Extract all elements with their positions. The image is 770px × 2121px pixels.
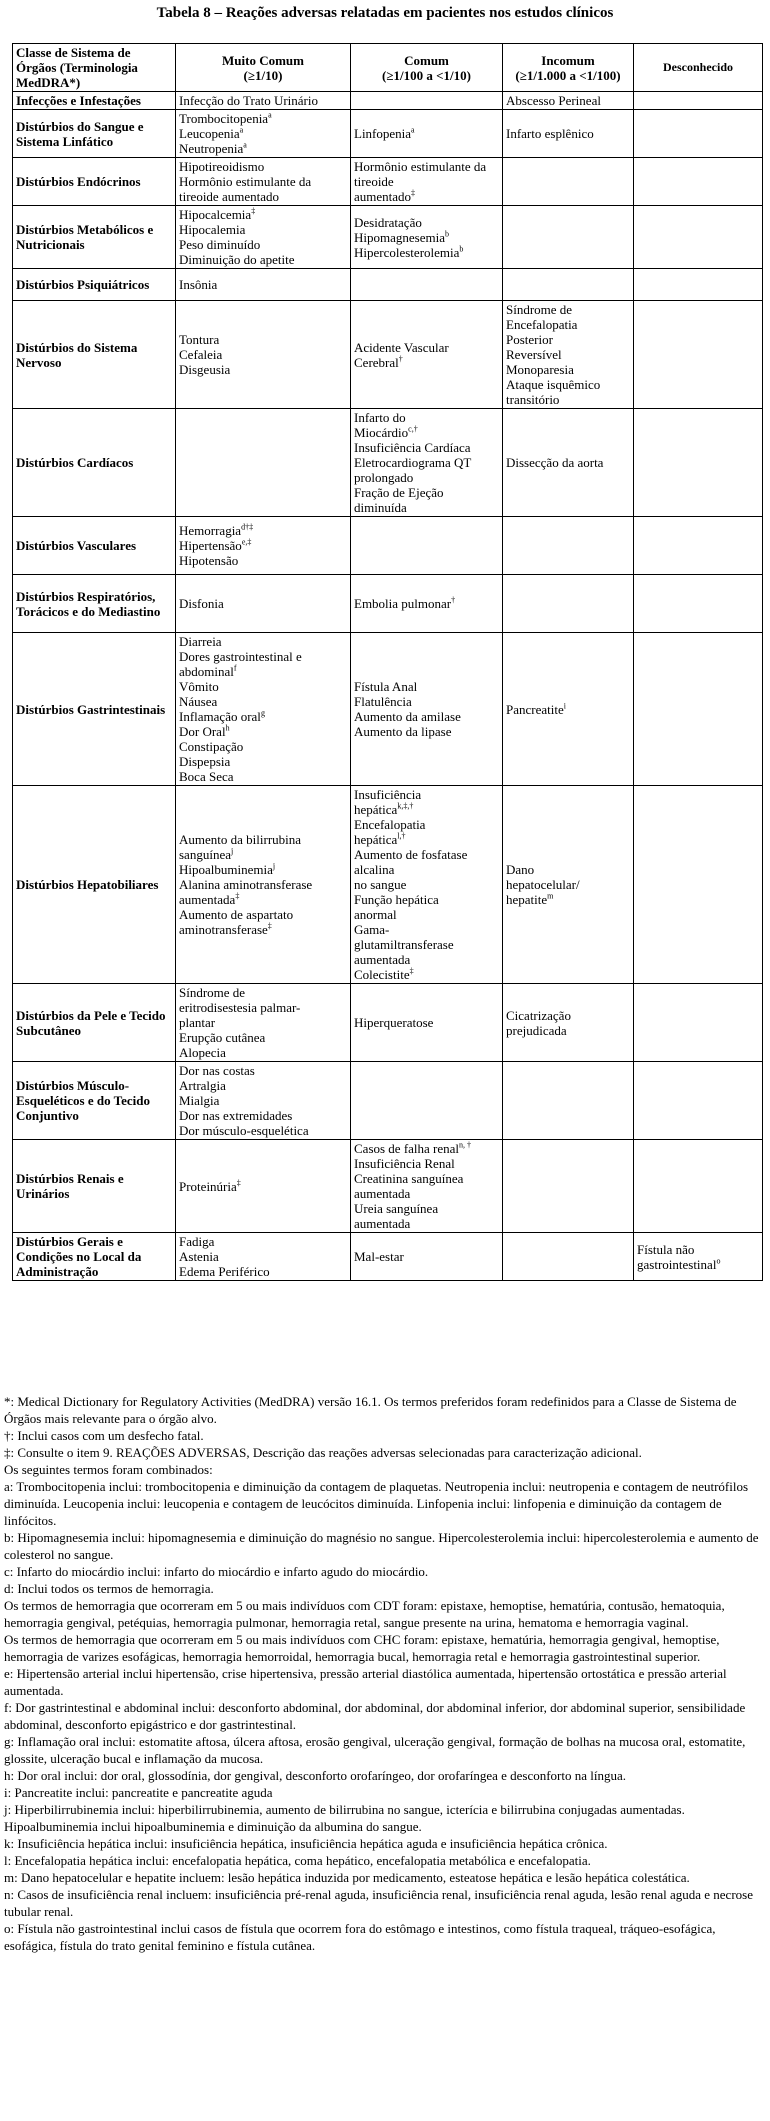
cell-line: transitório <box>506 392 560 407</box>
footnote-marker: m <box>547 891 554 901</box>
adverse-reactions-table <box>12 43 763 1281</box>
unknown-cell <box>634 110 763 158</box>
term-text: hepática <box>354 832 398 847</box>
unknown-cell <box>634 206 763 269</box>
very-common-cell <box>176 409 351 517</box>
table-row <box>13 575 763 633</box>
table-body <box>13 92 763 1281</box>
cell-line: eritrodisestesia palmar- <box>179 1000 301 1015</box>
common-cell <box>351 786 503 984</box>
term-text: Inflamação oral <box>179 709 261 724</box>
cell-line <box>354 230 499 245</box>
cell-line: aumentada <box>354 952 411 967</box>
header-uncommon <box>503 44 634 92</box>
table-title: Tabela 8 – Reações adversas relatadas em pacientes nos estudos clínicos <box>156 5 614 21</box>
cell-line: Insuficiência <box>354 787 422 802</box>
cell-line: Hormônio estimulante da tireoide aumentado <box>179 174 312 204</box>
footnote-marker: i <box>563 701 566 711</box>
table-row <box>13 158 763 206</box>
cell-line: Síndrome de <box>179 985 246 1000</box>
term-text: Colecistite <box>354 967 410 982</box>
cell-line: Tontura <box>179 332 220 347</box>
header-very-common <box>176 44 351 92</box>
cell-line: aumentada <box>354 1216 411 1231</box>
soc-cell: Distúrbios Vasculares <box>13 517 176 575</box>
term-text: Hipoalbuminemia <box>179 862 273 877</box>
unknown-cell <box>634 575 763 633</box>
term-text: gastrointestinal <box>637 1256 717 1272</box>
footnote-marker: k,‡,† <box>397 801 414 811</box>
uncommon-cell <box>503 92 634 110</box>
footnote: b: Hipomagnesemia inclui: hipomagnesemia e diminuição do magnésio no sangue. Hipercolesterolemia inclui: hipercolesterolemia e aumento de colesterol no sangue. <box>4 1530 759 1562</box>
cell-line: Hipotensão <box>179 553 239 568</box>
soc-cell: Distúrbios Psiquiátricos <box>13 269 176 301</box>
footnote: d: Inclui todos os termos de hemorragia. <box>4 1581 214 1596</box>
footnote: i: Pancreatite inclui: pancreatite e pancreatite aguda <box>4 1785 273 1800</box>
common-cell <box>351 517 503 575</box>
cell-line: Alanina aminotransferase <box>179 877 313 892</box>
term-text: Neutropenia <box>179 141 244 156</box>
header-line: (≥1/1.000 a <1/100) <box>515 67 621 83</box>
cell-line: Reversível <box>506 347 562 362</box>
cell-line: Hiperqueratose <box>354 1015 434 1030</box>
cell-line <box>354 596 499 611</box>
cell-line: Hipotireoidismo <box>179 159 265 174</box>
common-cell <box>351 158 503 206</box>
footnote-marker: f <box>233 663 237 673</box>
unknown-cell <box>634 92 763 110</box>
cell-line <box>354 425 499 440</box>
footnote-marker: h <box>225 723 230 733</box>
cell-line: plantar <box>179 1015 216 1030</box>
common-cell <box>351 206 503 269</box>
header-line: Órgãos (Terminologia <box>16 60 138 75</box>
footnote-marker: † <box>451 595 456 605</box>
soc-cell: Distúrbios Respiratórios, Torácicos e do Mediastino <box>13 575 176 633</box>
cell-line: Dissecção da aorta <box>506 455 604 470</box>
very-common-cell <box>176 517 351 575</box>
term-text: Miocárdio <box>354 425 409 440</box>
very-common-cell <box>176 633 351 786</box>
table-header-row <box>13 44 763 92</box>
footnote-marker: b <box>459 244 464 254</box>
cell-line: Edema Periférico <box>179 1264 270 1279</box>
footnote: f: Dor gastrintestinal e abdominal inclui: desconforto abdominal, dor abdominal, dor abdominal inferior, dor abdominal superior, sensibilidade abdominal, desconforto epigástrico e dor gastrintestinal. <box>4 1700 746 1732</box>
footnote-marker: d†‡ <box>241 522 254 532</box>
very-common-cell <box>176 158 351 206</box>
cell-line: Dispepsia <box>179 754 231 769</box>
cell-line: Ataque isquêmico <box>506 377 601 392</box>
footnote-marker: c,† <box>408 424 418 434</box>
footnote: *: Medical Dictionary for Regulatory Activities (MedDRA) versão 16.1. Os termos preferidos foram redefinidos para a Classe de Sistema de Órgãos mais relevante para o órgão alvo. <box>4 1394 737 1426</box>
footnote: n: Casos de insuficiência renal incluem: insuficiência pré-renal aguda, insuficiência renal, insuficiência renal aguda, lesão renal aguda e necrose tubular renal. <box>4 1887 753 1919</box>
cell-line: Alopecia <box>179 1045 226 1060</box>
term-text: hepatite <box>506 892 548 907</box>
header-line: (≥1/10) <box>243 67 283 83</box>
cell-line: glutamiltransferase <box>354 937 454 952</box>
cell-line: Astenia <box>179 1249 219 1264</box>
very-common-cell <box>176 786 351 984</box>
uncommon-cell <box>503 269 634 301</box>
footnote: m: Dano hepatocelular e hepatite incluem: lesão hepática induzida por medicamento, esteatose hepática e lesão hepática colestática. <box>4 1870 690 1885</box>
footnote-marker: j <box>230 846 234 856</box>
cell-line: Disgeusia <box>179 362 231 377</box>
footnote: Os seguintes termos foram combinados: <box>4 1462 213 1477</box>
cell-line: Creatinina sanguínea <box>354 1171 464 1186</box>
term-text: Leucopenia <box>179 126 240 141</box>
cell-line: Fístula Anal <box>354 679 418 694</box>
cell-line: Fração de Ejeção <box>354 485 444 500</box>
cell-line <box>506 702 630 717</box>
uncommon-cell <box>503 1062 634 1140</box>
cell-line: Dor nas extremidades <box>179 1108 293 1123</box>
term-text: Proteinúria <box>179 1178 237 1194</box>
cell-line: Diarreia <box>179 634 222 649</box>
footnote: Os termos de hemorragia que ocorreram em 5 ou mais indivíduos com CDT foram: epistaxe, hemoptise, hematúria, contusão, hematoquia, hemorragia gengival, petéquias, hemorragia pulmonar, hemorragia retal, sangue presente na urina, hematoma e hemorragia vaginal. <box>4 1598 725 1630</box>
cell-line <box>354 967 499 982</box>
soc-cell: Distúrbios Músculo-Esqueléticos e do Tecido Conjuntivo <box>13 1062 176 1140</box>
uncommon-cell <box>503 575 634 633</box>
cell-line <box>506 892 630 907</box>
cell-line: Disfonia <box>179 596 224 611</box>
common-cell <box>351 110 503 158</box>
common-cell <box>351 269 503 301</box>
unknown-cell <box>634 1233 763 1281</box>
cell-line: Posterior <box>506 332 553 347</box>
term-text: aminotransferase <box>179 922 268 937</box>
term-text: Hemorragia <box>179 523 242 538</box>
very-common-cell <box>176 301 351 409</box>
cell-line <box>179 207 347 222</box>
footnote: k: Insuficiência hepática inclui: insuficiência hepática, insuficiência hepática aguda e insuficiência hepática crônica. <box>4 1836 608 1851</box>
uncommon-cell <box>503 633 634 786</box>
cell-line <box>179 1179 347 1194</box>
cell-line <box>179 892 347 907</box>
cell-line: Aumento da lipase <box>354 724 452 739</box>
footnote-marker: g <box>260 708 265 718</box>
cell-line <box>354 189 499 204</box>
footnote: c: Infarto do miocárdio inclui: infarto do miocárdio e infarto agudo do miocárdio. <box>4 1564 429 1579</box>
term-text: Hipocalcemia <box>179 207 252 222</box>
uncommon-cell <box>503 206 634 269</box>
cell-line: Abscesso Perineal <box>506 93 601 108</box>
very-common-cell <box>176 575 351 633</box>
footnote-marker: l,† <box>397 831 406 841</box>
cell-line <box>179 922 347 937</box>
footnote-marker: † <box>398 354 403 364</box>
table-row <box>13 92 763 110</box>
table-row <box>13 269 763 301</box>
cell-line: Encefalopatia <box>506 317 578 332</box>
cell-line <box>179 724 347 739</box>
cell-line: prolongado <box>354 470 414 485</box>
uncommon-cell <box>503 409 634 517</box>
cell-line <box>354 1141 499 1156</box>
cell-line: Constipação <box>179 739 244 754</box>
uncommon-cell <box>503 786 634 984</box>
very-common-cell <box>176 1140 351 1233</box>
soc-cell: Infecções e Infestações <box>13 92 176 110</box>
cell-line <box>179 141 347 156</box>
table-row <box>13 633 763 786</box>
header-line: Incomum <box>541 52 595 68</box>
footnote-marker: ‡ <box>409 966 414 976</box>
cell-line: Dores gastrointestinal e <box>179 649 302 664</box>
footnote-marker: e,‡ <box>241 537 252 547</box>
soc-cell: Distúrbios da Pele e Tecido Subcutâneo <box>13 984 176 1062</box>
cell-line: Desidratação <box>354 214 422 230</box>
footnote: g: Inflamação oral inclui: estomatite aftosa, úlcera aftosa, erosão gengival, ulceração gengival, formação de bolhas na mucosa oral, estomatite, glossite, ulceração bucal e inflamação da mucosa. <box>4 1734 746 1766</box>
term-text: sanguínea <box>179 847 231 862</box>
table-row <box>13 1140 763 1233</box>
common-cell <box>351 92 503 110</box>
very-common-cell <box>176 206 351 269</box>
term-text: Trombocitopenia <box>179 111 269 126</box>
soc-cell: Distúrbios Cardíacos <box>13 409 176 517</box>
cell-line: Diminuição do apetite <box>179 252 295 267</box>
header-line: (≥1/100 a <1/10) <box>382 67 471 83</box>
cell-line: Artralgia <box>179 1078 226 1093</box>
table-row <box>13 984 763 1062</box>
footnote: a: Trombocitopenia inclui: trombocitopenia e diminuição da contagem de plaquetas. Neutropenia inclui: neutropenia e contagem de neutrófilos diminuída. Leucopenia inclui: leucopenia e contagem de leucócitos diminuída. Linfopenia inclui: linfopenia e diminuição da contagem de linfócitos. <box>4 1479 749 1528</box>
unknown-cell <box>634 517 763 575</box>
uncommon-cell <box>503 1233 634 1281</box>
cell-line <box>179 523 347 538</box>
cell-line <box>179 709 347 724</box>
cell-line: Fístula não <box>637 1241 695 1257</box>
common-cell <box>351 575 503 633</box>
very-common-cell <box>176 92 351 110</box>
header-line: Muito Comum <box>222 52 304 68</box>
unknown-cell <box>634 984 763 1062</box>
soc-cell: Distúrbios Hepatobiliares <box>13 786 176 984</box>
common-cell <box>351 984 503 1062</box>
common-cell <box>351 1140 503 1233</box>
header-unknown <box>634 44 763 92</box>
unknown-cell <box>634 786 763 984</box>
footnote: †: Inclui casos com um desfecho fatal. <box>4 1428 204 1443</box>
footnotes <box>4 1393 764 1954</box>
very-common-cell <box>176 269 351 301</box>
cell-line: Insuficiência Cardíaca <box>354 440 471 455</box>
soc-cell: Distúrbios Gerais e Condições no Local da Administração <box>13 1233 176 1281</box>
soc-cell: Distúrbios do Sangue e Sistema Linfático <box>13 110 176 158</box>
uncommon-cell <box>503 517 634 575</box>
cell-line <box>179 126 347 141</box>
header-soc <box>13 44 176 92</box>
cell-line: Aumento de fosfatase alcalina <box>354 847 468 877</box>
cell-line: Mialgia <box>179 1093 220 1108</box>
very-common-cell <box>176 984 351 1062</box>
table-row <box>13 1062 763 1140</box>
cell-line: Boca Seca <box>179 769 234 784</box>
common-cell <box>351 1233 503 1281</box>
cell-line: Aumento da amilase <box>354 709 461 724</box>
cell-line: Aumento da bilirrubina <box>179 832 302 847</box>
term-text: aumentado <box>354 189 412 204</box>
cell-line <box>354 126 499 141</box>
very-common-cell <box>176 1062 351 1140</box>
table-row <box>13 206 763 269</box>
term-text: abdominal <box>179 664 234 679</box>
uncommon-cell <box>503 158 634 206</box>
cell-line: Encefalopatia <box>354 817 426 832</box>
footnote: l: Encefalopatia hepática inclui: encefalopatia hepática, coma hepático, encefalopatia metabólica e encefalopatia. <box>4 1853 591 1868</box>
cell-line <box>179 847 347 862</box>
common-cell <box>351 1062 503 1140</box>
cell-line: Gama- <box>354 922 390 937</box>
term-text: Hipertensão <box>179 538 242 553</box>
cell-line: Eletrocardiograma QT <box>354 455 472 470</box>
term-text: hepática <box>354 802 398 817</box>
soc-cell: Distúrbios Endócrinos <box>13 158 176 206</box>
cell-line <box>179 862 347 877</box>
cell-line: prejudicada <box>506 1022 567 1038</box>
header-line: Classe de Sistema de <box>16 45 131 60</box>
header-line: MedDRA*) <box>16 75 81 90</box>
soc-cell: Distúrbios do Sistema Nervoso <box>13 301 176 409</box>
uncommon-cell <box>503 984 634 1062</box>
footnote-marker: a <box>411 125 415 135</box>
uncommon-cell <box>503 301 634 409</box>
cell-line: Fadiga <box>179 1234 215 1249</box>
cell-line <box>354 245 499 260</box>
header-common <box>351 44 503 92</box>
common-cell <box>351 633 503 786</box>
footnote: o: Fístula não gastrointestinal inclui casos de fístula que ocorrem fora do estômago e intestinos, como fístula traqueal, tráqueo-esofágica, esofágica, fístula do trato genital feminino e fístula cutânea. <box>4 1921 716 1953</box>
cell-line: Infarto esplênico <box>506 126 594 141</box>
term-text: Hipomagnesemia <box>354 229 445 245</box>
term-text: Linfopenia <box>354 126 412 141</box>
cell-line: Função hepática <box>354 892 439 907</box>
cell-line: Insônia <box>179 277 218 292</box>
table-row <box>13 1233 763 1281</box>
common-cell <box>351 409 503 517</box>
cell-line: Acidente Vascular <box>354 339 449 355</box>
term-text: Dor Oral <box>179 724 226 739</box>
unknown-cell <box>634 633 763 786</box>
uncommon-cell <box>503 1140 634 1233</box>
table-row <box>13 301 763 409</box>
footnote: e: Hipertensão arterial inclui hipertensão, crise hipertensiva, pressão arterial diastólica aumentada, hipertensão ortostática e pressão arterial aumentada. <box>4 1666 727 1698</box>
cell-line: Dano <box>506 862 535 877</box>
cell-line <box>354 832 499 847</box>
term-text: Embolia pulmonar <box>354 596 452 611</box>
cell-line: anormal <box>354 907 397 922</box>
soc-cell: Distúrbios Gastrintestinais <box>13 633 176 786</box>
cell-line <box>637 1257 759 1272</box>
footnote-marker: a <box>243 140 247 150</box>
header-line: Desconhecido <box>663 60 733 74</box>
cell-line: aumentada <box>354 1186 411 1201</box>
footnote-marker: a <box>268 110 272 120</box>
cell-line: Infarto do <box>354 410 406 425</box>
unknown-cell <box>634 1062 763 1140</box>
cell-line: hepatocelular/ <box>506 877 580 892</box>
cell-line: Hormônio estimulante da tireoide <box>354 159 487 189</box>
footnote-marker: b <box>444 229 449 239</box>
footnote: h: Dor oral inclui: dor oral, glossodínia, dor gengival, desconforto orofaríngeo, dor orofaríngea e desconforto na língua. <box>4 1768 627 1783</box>
term-text: Hipercolesterolemia <box>354 244 460 260</box>
cell-line: Náusea <box>179 694 218 709</box>
cell-line: Cefaleia <box>179 347 223 362</box>
table-row <box>13 517 763 575</box>
cell-line: Mal-estar <box>354 1249 404 1264</box>
cell-line: Síndrome de <box>506 302 573 317</box>
unknown-cell <box>634 158 763 206</box>
uncommon-cell <box>503 110 634 158</box>
footnote-marker: o <box>716 1256 721 1266</box>
footnote-marker: n, † <box>459 1140 472 1150</box>
term-text: Pancreatite <box>506 701 564 717</box>
cell-line: Infecção do Trato Urinário <box>179 93 318 108</box>
footnote-marker: ‡ <box>411 188 416 198</box>
footnote-marker: ‡ <box>235 891 240 901</box>
cell-line <box>179 111 347 126</box>
footnote-marker: a <box>239 125 244 135</box>
footnote: ‡: Consulte o item 9. REAÇÕES ADVERSAS, Descrição das reações adversas selecionadas para caracterização adicional. <box>4 1445 642 1460</box>
cell-line <box>179 664 347 679</box>
term-text: aumentada <box>179 892 236 907</box>
soc-cell: Distúrbios Renais e Urinários <box>13 1140 176 1233</box>
cell-line: Ureia sanguínea <box>354 1201 439 1216</box>
cell-line: no sangue <box>354 877 407 892</box>
cell-line <box>354 355 499 370</box>
unknown-cell <box>634 301 763 409</box>
footnote-marker: ‡ <box>236 1178 241 1188</box>
common-cell <box>351 301 503 409</box>
very-common-cell <box>176 110 351 158</box>
table-row <box>13 786 763 984</box>
unknown-cell <box>634 409 763 517</box>
cell-line: Cicatrização <box>506 1007 571 1023</box>
cell-line: Vômito <box>179 679 219 694</box>
footnote-marker: ‡ <box>267 921 272 931</box>
table-row <box>13 409 763 517</box>
term-text: Casos de falha renal <box>354 1141 460 1156</box>
cell-line: Hipocalemia <box>179 222 246 237</box>
footnote: Os termos de hemorragia que ocorreram em 5 ou mais indivíduos com CHC foram: epistaxe, hematúria, hemorragia gengival, hemoptise, hemorragia de varizes esofágicas, hemorragia hemorroidal, hemorragia bucal, hemorragia retal e hemorragia gastrointestinal superior. <box>4 1632 720 1664</box>
unknown-cell <box>634 1140 763 1233</box>
footnote-marker: ‡ <box>251 206 256 216</box>
cell-line <box>354 802 499 817</box>
cell-line: Aumento de aspartato <box>179 907 294 922</box>
cell-line <box>179 538 347 553</box>
header-line: Comum <box>404 52 449 68</box>
term-text: Cerebral <box>354 354 399 370</box>
cell-line: Monoparesia <box>506 362 574 377</box>
cell-line: Erupção cutânea <box>179 1030 266 1045</box>
cell-line: Dor músculo-esquelética <box>179 1123 309 1138</box>
very-common-cell <box>176 1233 351 1281</box>
table-row <box>13 110 763 158</box>
cell-line: Peso diminuído <box>179 237 261 252</box>
footnote: j: Hiperbilirrubinemia inclui: hiperbilirrubinemia, aumento de bilirrubina no sangue, icterícia e bilirrubina conjugadas aumentadas. Hipoalbuminemia inclui hipoalbuminemia e diminuição da albumina do sangue. <box>4 1802 685 1834</box>
cell-line: Flatulência <box>354 694 412 709</box>
soc-cell: Distúrbios Metabólicos e Nutricionais <box>13 206 176 269</box>
footnote-marker: j <box>272 861 276 871</box>
unknown-cell <box>634 269 763 301</box>
cell-line: Dor nas costas <box>179 1063 255 1078</box>
cell-line: diminuída <box>354 500 407 515</box>
cell-line: Insuficiência Renal <box>354 1156 455 1171</box>
